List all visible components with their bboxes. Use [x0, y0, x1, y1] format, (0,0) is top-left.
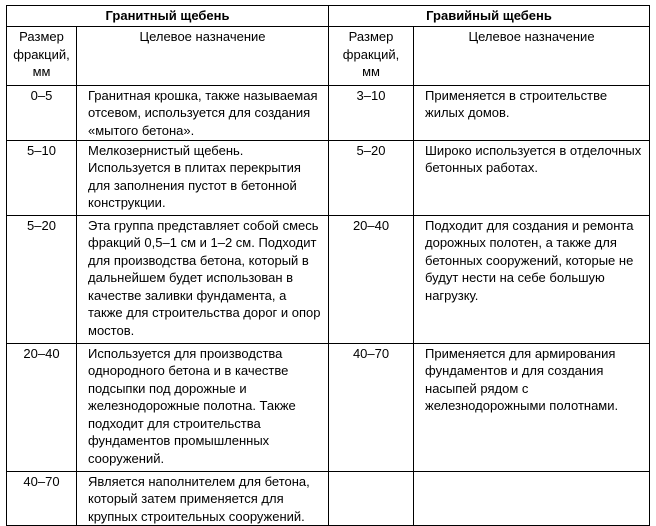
granite-size-cell: 5–10	[7, 140, 77, 215]
granite-purpose-header: Целевое назначение	[77, 27, 329, 86]
crushed-stone-table	[6, 5, 650, 526]
table-row	[7, 85, 650, 140]
gravel-size-cell	[329, 471, 414, 526]
granite-size-cell: 0–5	[7, 85, 77, 140]
gravel-size-cell: 20–40	[329, 215, 414, 343]
table-row	[7, 140, 650, 215]
granite-size-cell: 20–40	[7, 343, 77, 471]
gravel-purpose-cell: Применяется для армирования фундаментов и для создания насыпей рядом с железнодорожными полотнами.	[414, 343, 650, 471]
granite-purpose-cell: Мелкозернистый щебень. Используется в плитах перекрытия для заполнения пустот в бетонной конструкции.	[77, 140, 329, 215]
gravel-purpose-cell: Широко используется в отделочных бетонных работах.	[414, 140, 650, 215]
granite-purpose-cell: Гранитная крошка, также называемая отсевом, используется для создания «мытого бетона».	[77, 85, 329, 140]
table-row	[7, 215, 650, 343]
granite-size-header: Размер фракций, мм	[7, 27, 77, 86]
gravel-size-cell: 5–20	[329, 140, 414, 215]
granite-size-cell: 40–70	[7, 471, 77, 526]
granite-header: Гранитный щебень	[7, 6, 329, 27]
gravel-size-cell: 3–10	[329, 85, 414, 140]
column-header-row	[7, 27, 650, 86]
gravel-purpose-header: Целевое назначение	[414, 27, 650, 86]
granite-size-cell: 5–20	[7, 215, 77, 343]
gravel-purpose-cell: Подходит для создания и ремонта дорожных полотен, а также для бетонных сооружений, которые не будут нести на себе большую нагрузку.	[414, 215, 650, 343]
gravel-size-cell: 40–70	[329, 343, 414, 471]
table-row	[7, 343, 650, 471]
granite-purpose-cell: Используется для производства однородного бетона и в качестве подсыпки под дорожные и железнодорожные полотна. Также подходит для строительства фундаментов промышленных сооружений.	[77, 343, 329, 471]
gravel-purpose-cell: Применяется в строительстве жилых домов.	[414, 85, 650, 140]
table-row	[7, 471, 650, 526]
granite-purpose-cell: Является наполнителем для бетона, который затем применяется для крупных строительных сооружений.	[77, 471, 329, 526]
gravel-purpose-cell	[414, 471, 650, 526]
gravel-size-header: Размер фракций, мм	[329, 27, 414, 86]
granite-purpose-cell: Эта группа представляет собой смесь фракций 0,5–1 см и 1–2 см. Подходит для производства бетона, который в дальнейшем будет использован в качестве заливки фундамента, а также для строительства дорог и опор мостов.	[77, 215, 329, 343]
group-header-row	[7, 6, 650, 27]
gravel-header: Гравийный щебень	[329, 6, 650, 27]
